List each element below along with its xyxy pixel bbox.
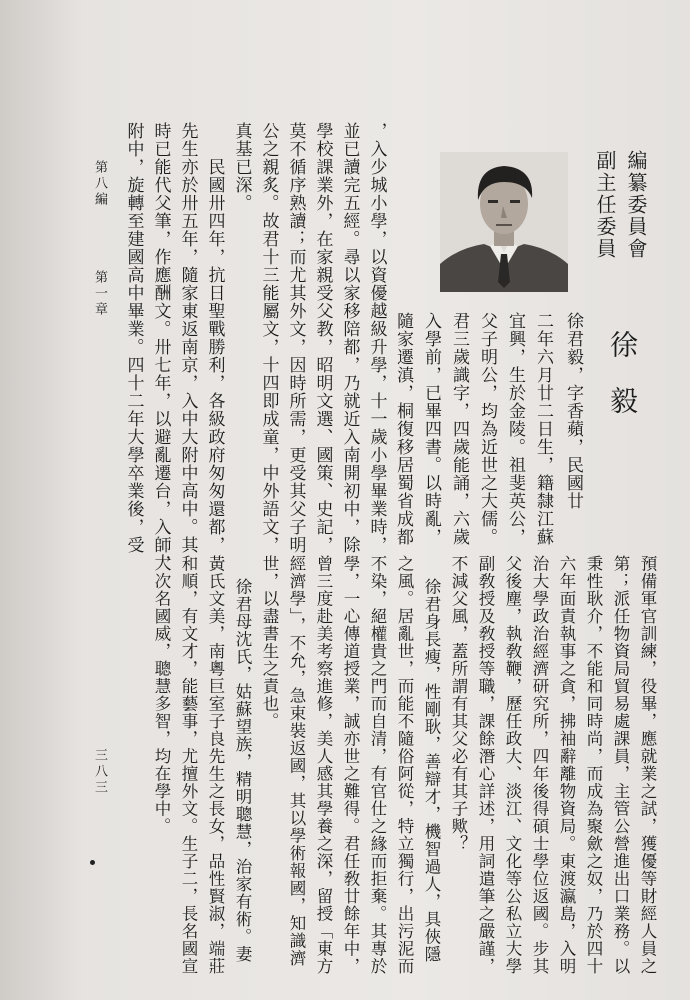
bio-column-16: 時已能代父筆，作應酬文。卅七年，以避亂遷台，入師大 [150, 122, 171, 572]
bio-column-9: 並已讀完五經。尋以家移陪都，乃就近入南開初中，除 [339, 122, 360, 554]
lower-column-3: 秉性耿介，不能和同時尚，而成為聚歛之奴，乃於四十 [584, 555, 603, 975]
lower-column-6: 父後塵，執敎鞭，歷任政大、淡江、文化等公私立大學 [503, 555, 522, 975]
lower-column-14: 經濟學」，不允，急束裝返國，其以學術報國，知識濟 [287, 555, 306, 967]
lower-column-11: 不染，絕權貴之門而自清，有官仕之緣而拒棄。其專於 [368, 555, 387, 975]
lower-column-1: 預備軍官訓練，役畢，應就業之試，獲優等財經人員之 [638, 555, 657, 975]
lower-column-16: 徐君母沈氏，姑蘇望族，精明聰慧，治家有術。妻 [233, 578, 252, 963]
bio-column-17: 附中，旋轉至建國高中畢業。四十二年大學卒業後，受 [123, 122, 144, 554]
volume-label: 第八編 [92, 160, 107, 208]
committee-title: 編纂委員會 [624, 150, 648, 260]
bio-column-4: 父子明公，均為近世之大儒。 [477, 312, 497, 546]
bio-column-5: 君三歲識字，四歲能誦，六歲 [449, 312, 469, 546]
bio-column-2: 二年六月廿二日生，籍隸江蘇 [533, 312, 553, 546]
vice-chair-title: 副主任委員 [593, 150, 617, 260]
lower-column-5: 治大學政治經濟研究所，四年後得碩士學位返國。步其 [530, 555, 549, 975]
bio-column-8: ，入少城小學，以資優越級升學，十一歲小學畢業時， [366, 122, 387, 554]
lower-column-13: 曾三度赴美考察進修，美人感其學養之深，留授「東方 [314, 555, 333, 975]
lower-column-4: 六年面責執事之貪，拂袖辭離物資局。東渡瀛島，入明 [557, 555, 576, 975]
bio-column-6: 入學前，已畢四書。以時亂， [421, 312, 441, 546]
bio-column-3: 宜興，生於金陵。祖斐英公， [505, 312, 525, 546]
bio-column-7: 隨家遷滇，桐復移居蜀省成都 [393, 312, 413, 546]
page-number: 三八三 [92, 748, 107, 796]
chapter-label: 第一章 [92, 270, 107, 318]
bio-column-1: 徐君毅，字香蘋，民國廿 [563, 312, 583, 510]
lower-column-19: ，次名國威，聰慧多智，均在學中。 [152, 555, 171, 835]
lower-column-17: 黃氏文美，南粵巨室子良先生之長女，品性賢淑，端莊 [206, 555, 225, 975]
bio-column-15: 先生亦於卅五年，隨家東返南京，入中大附中高中。其 [177, 122, 198, 554]
portrait-photo-icon [440, 152, 568, 292]
lower-column-7: 副敎授及敎授等職，課餘潛心詳述，用詞遣筆之嚴謹， [476, 555, 495, 975]
bio-column-11: 莫不循序熟讀；而尤其外文，因時所需，更受其父子明 [285, 122, 306, 554]
bio-column-10: 學校課業外，在家親受父教，昭明文選、國策、史記， [312, 122, 333, 554]
lower-column-15: 世，以盡書生之責也。 [260, 555, 279, 730]
bio-column-14: 民國卅四年，抗日聖戰勝利，各級政府匆匆還都， [204, 158, 225, 554]
bio-column-12: 公之親炙。故君十三能屬文，十四即成童，中外語文， [258, 122, 279, 554]
lower-column-9: 徐君身長瘦，性剛耿，善辯才，機智過人，具俠隱 [422, 578, 441, 963]
lower-column-18: 和順，有文才，能藝事，尤擅外文。生子二，長名國宣 [179, 555, 198, 975]
lower-column-2: 第；派任物資局貿易處課員，主管公營進出口業務。以 [611, 555, 630, 975]
lower-column-12: 學，一心傳道授業，誠亦世之難得。君任敎廿餘年中， [341, 555, 360, 975]
lower-column-10: 之風。居亂世，而能不隨俗阿從，特立獨行，出污泥而 [395, 555, 414, 975]
person-name: 徐毅 [606, 330, 639, 442]
bio-column-13: 真基已深。 [231, 122, 252, 212]
lower-column-8: 不減父風，蓋所謂有其父必有其子歟？ [449, 555, 468, 853]
ink-mark [90, 860, 95, 865]
portrait-photo [440, 152, 568, 292]
